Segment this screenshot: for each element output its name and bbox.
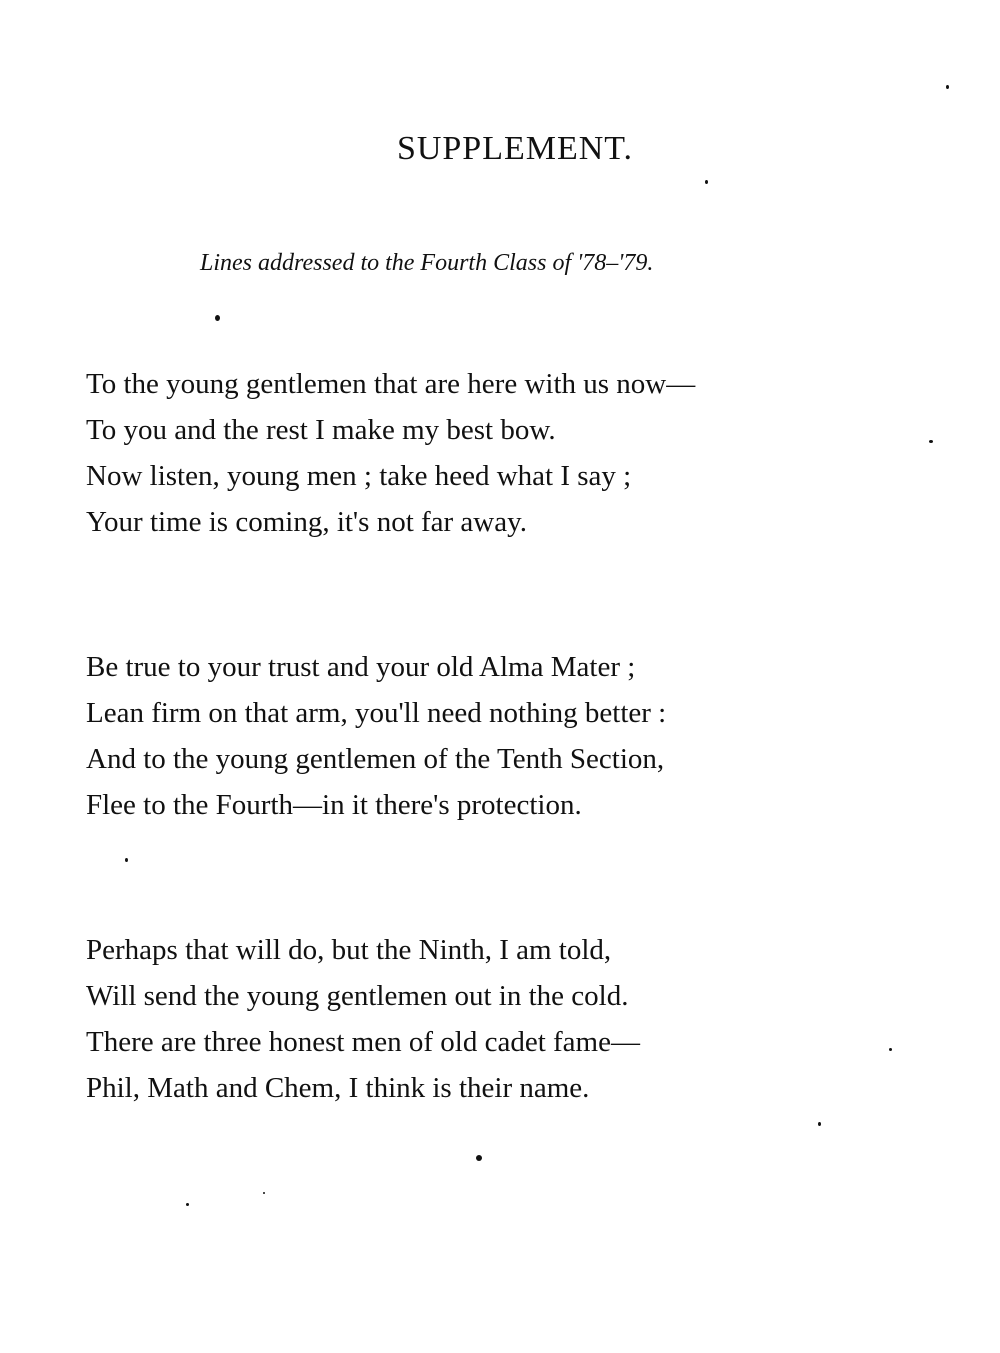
poem-line: There are three honest men of old cadet fame— xyxy=(86,1026,640,1058)
scan-speck xyxy=(186,1203,189,1206)
poem-line: Will send the young gentlemen out in the cold. xyxy=(86,980,629,1012)
poem-line: Your time is coming, it's not far away. xyxy=(86,506,527,538)
scan-speck xyxy=(125,858,128,862)
poem-subtitle: Lines addressed to the Fourth Class of '78–'79. xyxy=(200,250,654,276)
poem-stanza-1 xyxy=(86,361,695,545)
poem-stanza-3 xyxy=(86,927,640,1111)
poem-line: Now listen, young men ; take heed what I say ; xyxy=(86,460,632,492)
scan-speck xyxy=(705,180,708,184)
poem-line: To you and the rest I make my best bow. xyxy=(86,414,556,446)
scan-speck xyxy=(929,440,933,443)
scan-speck xyxy=(263,1192,265,1194)
poem-line: Phil, Math and Chem, I think is their name. xyxy=(86,1072,590,1104)
poem-stanza-2 xyxy=(86,644,666,828)
scan-speck xyxy=(818,1122,821,1126)
poem-line: Perhaps that will do, but the Ninth, I am told, xyxy=(86,934,612,966)
page-title: SUPPLEMENT. xyxy=(396,130,634,167)
scan-speck xyxy=(215,315,220,321)
poem-line: Lean firm on that arm, you'll need nothing better : xyxy=(86,697,667,729)
poem-line: Flee to the Fourth—in it there's protection. xyxy=(86,789,582,821)
scan-speck xyxy=(889,1048,892,1051)
scan-speck xyxy=(476,1155,482,1161)
scan-speck xyxy=(946,85,949,89)
poem-line: To the young gentlemen that are here with us now— xyxy=(86,368,696,400)
poem-line: And to the young gentlemen of the Tenth Section, xyxy=(86,743,665,775)
poem-line: Be true to your trust and your old Alma Mater ; xyxy=(86,651,636,683)
